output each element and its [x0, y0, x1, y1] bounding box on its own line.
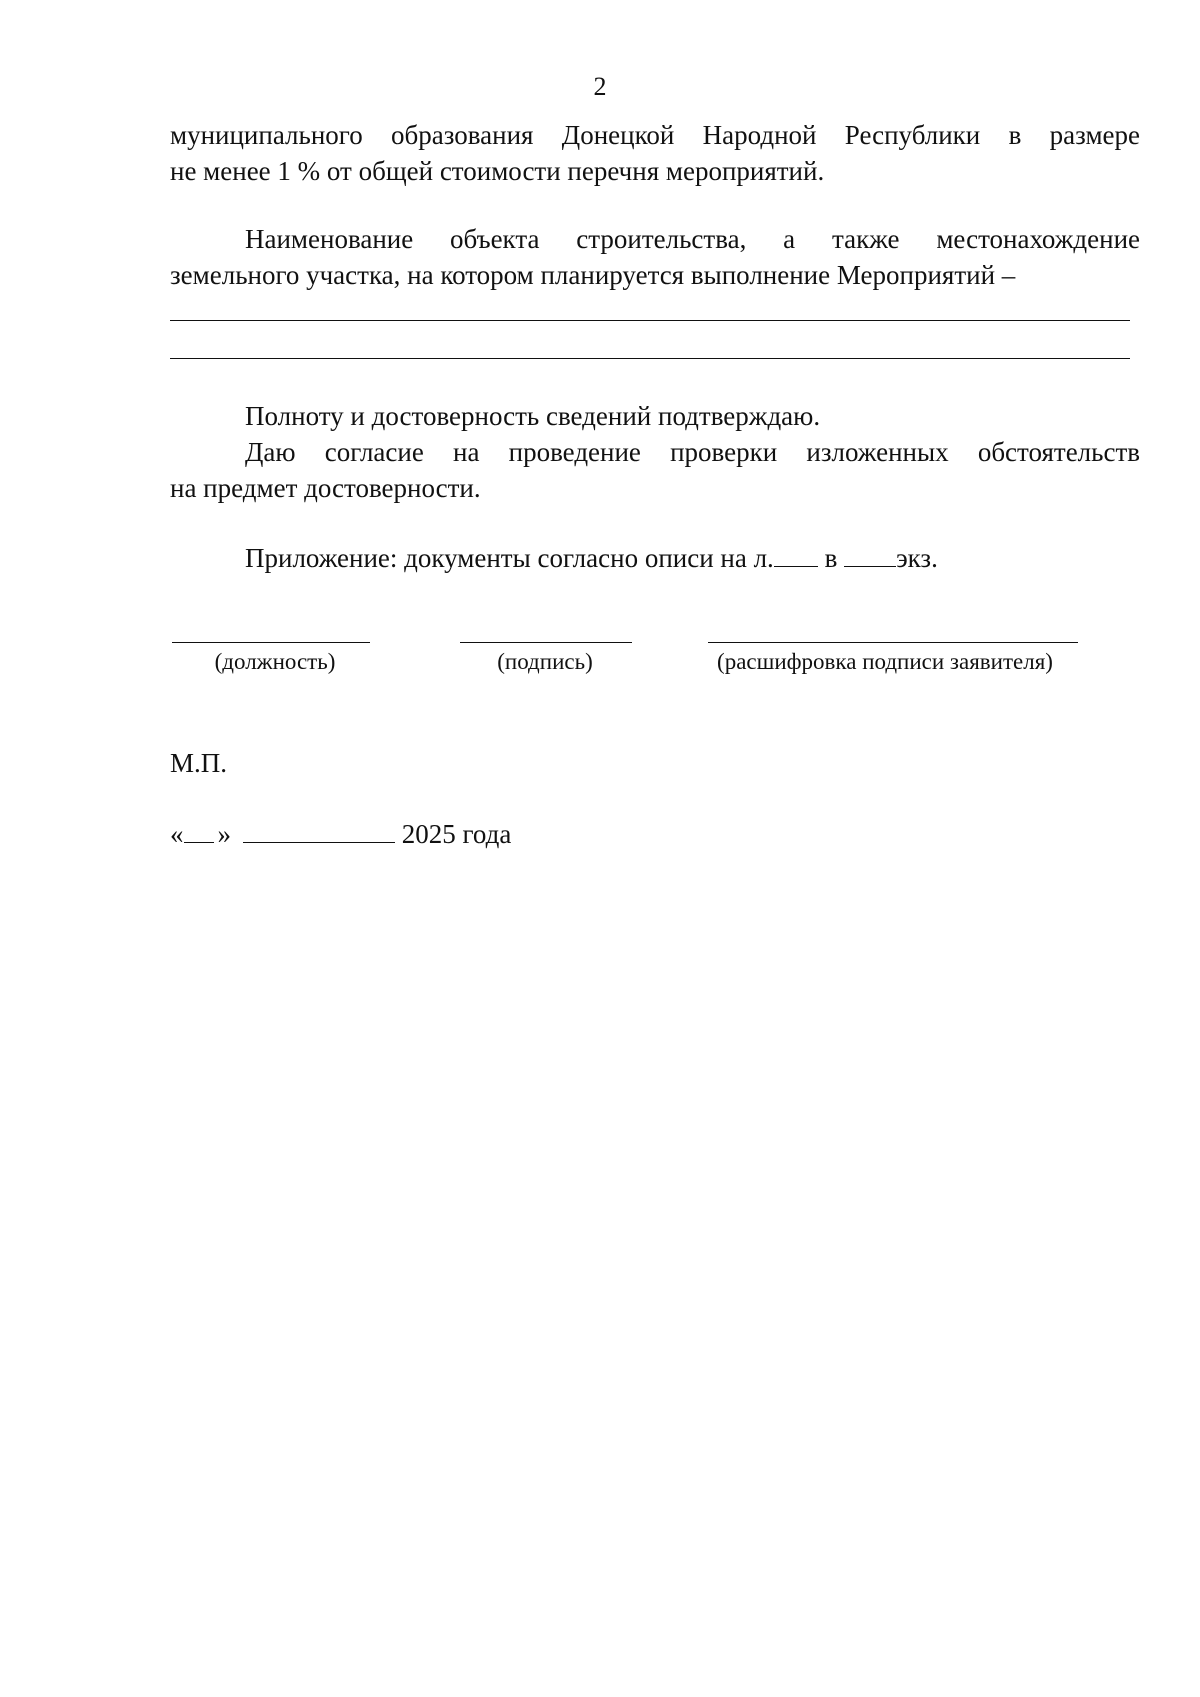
- object-name-blank-line-1: [170, 320, 1130, 321]
- paragraph1-line1: муниципального образования Донецкой Народной Республики в размере: [170, 120, 1140, 150]
- paragraph1-line2: не менее 1 % от общей стоимости перечня мероприятий.: [170, 156, 825, 186]
- date-open-quote: «: [170, 819, 184, 849]
- appendix-text-after: экз.: [896, 543, 938, 573]
- stamp-place: М.П.: [170, 748, 228, 778]
- page-number: 2: [593, 72, 607, 101]
- date-month-blank: [243, 820, 395, 843]
- signature-line: [460, 642, 632, 643]
- consent-line1: Даю согласие на проведение проверки изложенных обстоятельств: [245, 437, 1140, 467]
- confirmation-text: Полноту и достоверность сведений подтверждаю.: [245, 401, 821, 431]
- appendix-sheets-blank: [774, 544, 818, 567]
- date-line: [170, 816, 1140, 852]
- appendix-line: [170, 540, 1140, 576]
- date-year-text: 2025 года: [401, 819, 512, 849]
- object-name-blank-line-2: [170, 358, 1130, 359]
- name-caption: (расшифровка подписи заявителя): [717, 649, 1053, 674]
- appendix-copies-blank: [844, 544, 896, 567]
- date-day-blank: [184, 820, 214, 843]
- appendix-text-middle: в: [817, 543, 845, 573]
- paragraph2-line2: земельного участка, на котором планируется выполнение Мероприятий –: [170, 260, 1016, 290]
- position-caption: (должность): [214, 649, 336, 674]
- name-decryption-line: [708, 642, 1078, 643]
- paragraph2-line1: Наименование объекта строительства, а также местонахождение: [245, 224, 1140, 254]
- signature-caption: (подпись): [497, 649, 593, 674]
- consent-line2: на предмет достоверности.: [170, 473, 481, 503]
- date-close-quote: »: [217, 819, 231, 849]
- appendix-text-before: Приложение: документы согласно описи на л.: [245, 543, 774, 573]
- position-line: [172, 642, 370, 643]
